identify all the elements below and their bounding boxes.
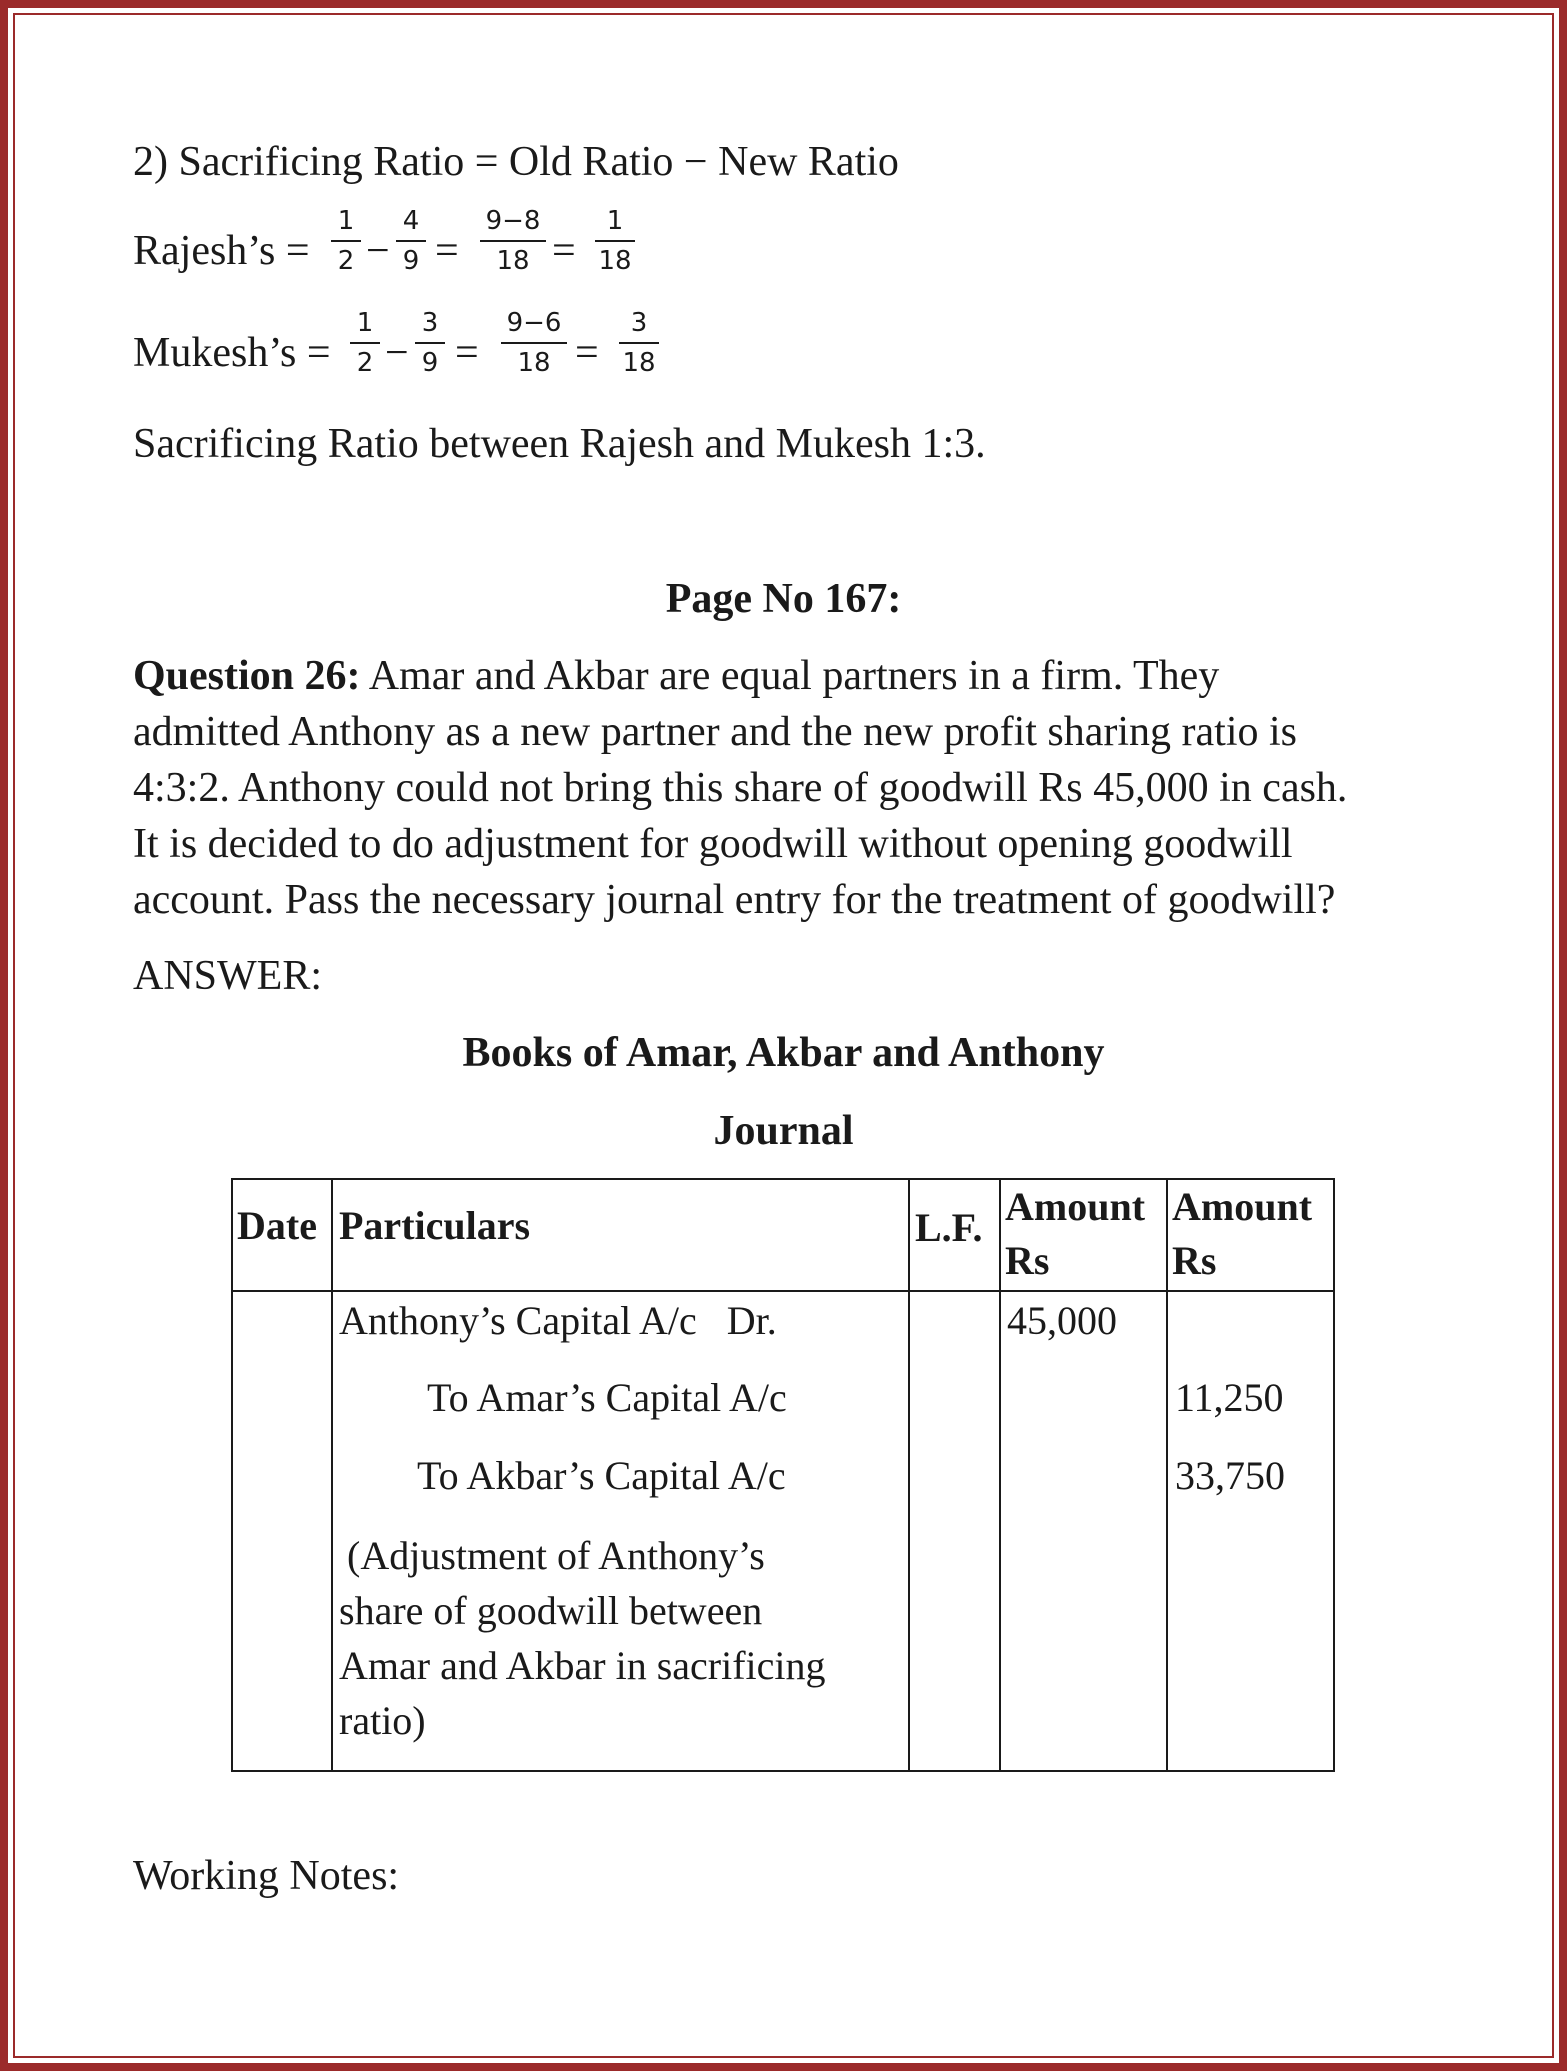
question-label: Question 26: (133, 653, 361, 699)
equals-sign: = (435, 228, 459, 274)
header-amount-dr (1005, 1180, 1145, 1288)
debit-amount: 45,000 (1007, 1298, 1117, 1343)
header-lf: L.F. (915, 1205, 983, 1250)
mukesh-label: Mukesh’s = (133, 330, 331, 376)
question-line-4: It is decided to do adjustment for goodwill without opening goodwill (133, 821, 1293, 867)
working-notes-label: Working Notes: (133, 1853, 400, 1899)
minus-sign: − (366, 228, 390, 274)
column-divider (1166, 1180, 1168, 1770)
page-number-heading: Page No 167: (665, 576, 902, 622)
journal-title: Journal (713, 1108, 854, 1154)
question-line-3: 4:3:2. Anthony could not bring this share of goodwill Rs 45,000 in cash. (133, 765, 1348, 811)
question-paragraph (133, 648, 1473, 928)
equals-sign: = (552, 228, 576, 274)
answer-label: ANSWER: (133, 953, 322, 999)
mukesh-fraction-3: 9−6 18 (501, 307, 567, 379)
narration-line-1: (Adjustment of Anthony’s (347, 1533, 765, 1578)
equals-sign: = (455, 330, 479, 376)
rajesh-fraction-3: 9−8 18 (480, 205, 546, 277)
question-line-1: Amar and Akbar are equal partners in a firm. They (360, 653, 1220, 699)
header-amount-cr-label: Amount (1172, 1184, 1313, 1229)
rajesh-fraction-1: 1 2 (331, 205, 361, 277)
mukesh-fraction-4: 3 18 (619, 307, 659, 379)
books-title: Books of Amar, Akbar and Anthony (462, 1030, 1105, 1076)
narration-line-4: ratio) (339, 1698, 426, 1743)
column-divider (999, 1180, 1001, 1770)
minus-sign: − (385, 330, 409, 376)
header-amount-cr-unit: Rs (1172, 1238, 1217, 1283)
rajesh-label: Rajesh’s = (133, 228, 310, 274)
credit-amount-amar: 11,250 (1175, 1375, 1284, 1420)
rajesh-fraction-2: 4 9 (396, 205, 426, 277)
sacrificing-conclusion: Sacrificing Ratio between Rajesh and Mukesh 1:3. (133, 421, 986, 467)
header-divider (233, 1290, 1333, 1292)
header-amount-dr-unit: Rs (1005, 1238, 1050, 1283)
debit-line: Anthony’s Capital A/c Dr. (339, 1298, 777, 1343)
header-particulars: Particulars (339, 1203, 531, 1248)
credit-line-amar: To Amar’s Capital A/c (427, 1375, 787, 1420)
journal-table (231, 1178, 1335, 1772)
rajesh-fraction-4: 1 18 (595, 205, 635, 277)
mukesh-fraction-2: 3 9 (415, 307, 445, 379)
header-amount-cr (1172, 1180, 1312, 1288)
credit-line-akbar: To Akbar’s Capital A/c (417, 1453, 786, 1498)
mukesh-fraction-1: 1 2 (350, 307, 380, 379)
question-line-2: admitted Anthony as a new partner and the new profit sharing ratio is (133, 709, 1298, 755)
header-date: Date (237, 1203, 317, 1248)
column-divider (331, 1180, 333, 1770)
header-amount-dr-label: Amount (1005, 1184, 1146, 1229)
narration-line-2: share of goodwill between (339, 1588, 763, 1633)
credit-amount-akbar: 33,750 (1175, 1453, 1285, 1498)
question-line-5: account. Pass the necessary journal entry for the treatment of goodwill? (133, 877, 1336, 923)
narration-line-3: Amar and Akbar in sacrificing (339, 1643, 826, 1688)
sacrificing-ratio-heading: 2) Sacrificing Ratio = Old Ratio − New Ratio (133, 139, 899, 185)
column-divider (908, 1180, 910, 1770)
equals-sign: = (575, 330, 599, 376)
